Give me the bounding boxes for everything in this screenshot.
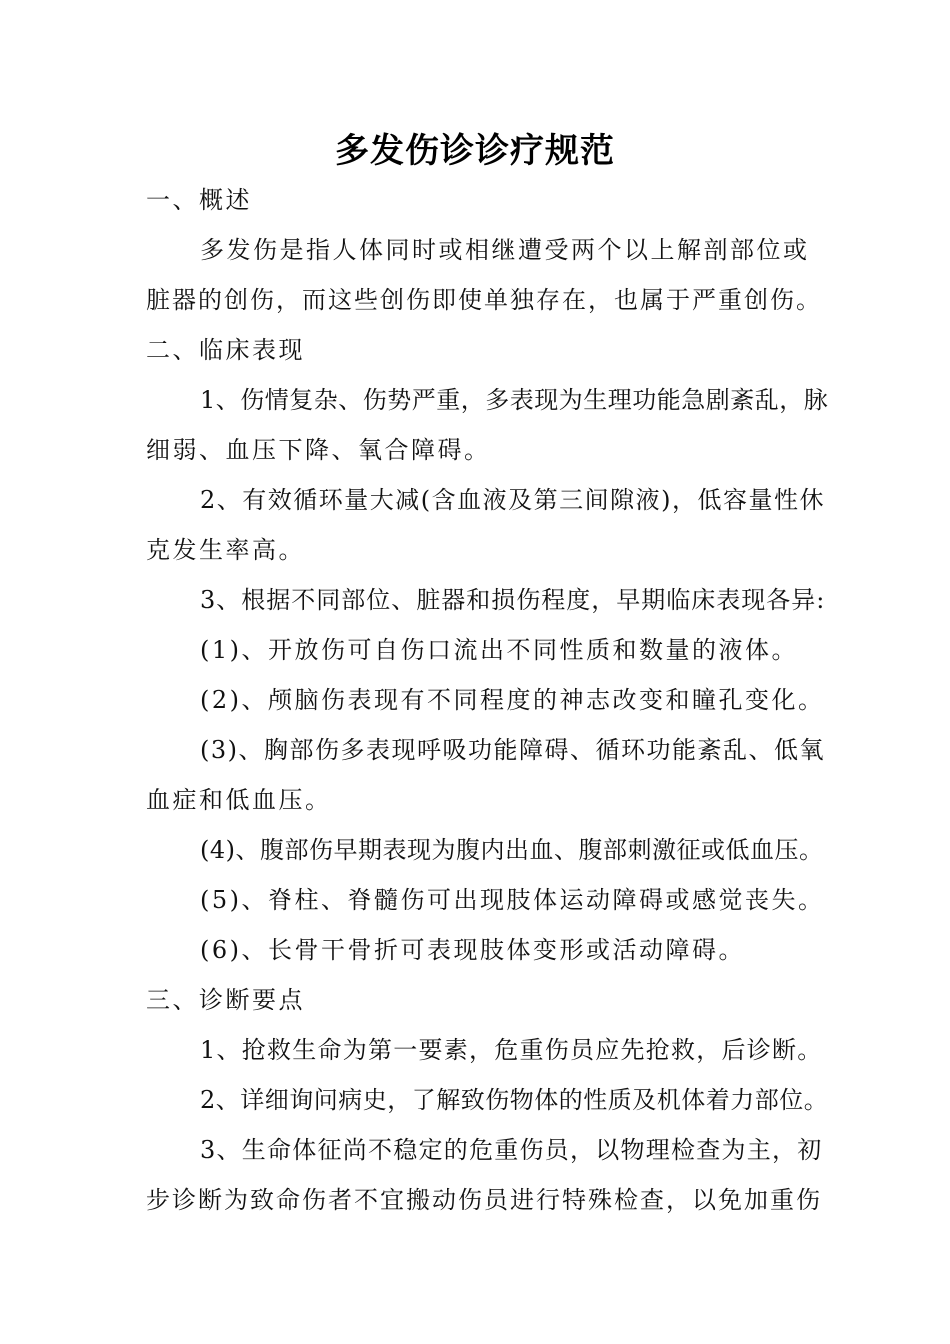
list-item: (1)、开放伤可自伤口流出不同性质和数量的液体。 — [200, 636, 798, 664]
paragraph-line: 多发伤是指人体同时或相继遭受两个以上解剖部位或 — [200, 236, 810, 264]
list-item: (2)、颅脑伤表现有不同程度的神志改变和瞳孔变化。 — [200, 686, 825, 714]
list-item: (6)、长骨干骨折可表现肢体变形或活动障碍。 — [200, 936, 745, 964]
list-item: (5)、脊柱、脊髓伤可出现肢体运动障碍或感觉丧失。 — [200, 886, 825, 914]
section-heading-clinical: 二、临床表现 — [146, 336, 305, 364]
paragraph-line: 克发生率高。 — [146, 536, 305, 564]
list-item: (3)、胸部伤多表现呼吸功能障碍、循环功能紊乱、低氧 — [200, 736, 825, 764]
paragraph-line: 2、详细询问病史，了解致伤物体的性质及机体着力部位。 — [200, 1086, 829, 1114]
paragraph-line: 3、根据不同部位、脏器和损伤程度，早期临床表现各异: — [200, 586, 826, 614]
paragraph-line: 血症和低血压。 — [146, 786, 332, 814]
paragraph-line: 步诊断为致命伤者不宜搬动伤员进行特殊检查，以免加重伤 — [146, 1186, 822, 1214]
paragraph-line: 3、生命体征尚不稳定的危重伤员，以物理检查为主，初 — [200, 1136, 823, 1164]
section-heading-diagnosis: 三、诊断要点 — [146, 986, 305, 1014]
paragraph-line: 脏器的创伤，而这些创伤即使单独存在，也属于严重创伤。 — [146, 286, 822, 314]
paragraph-line: 细弱、血压下降、氧合障碍。 — [146, 436, 491, 464]
section-heading-overview: 一、概述 — [146, 186, 252, 214]
paragraph-line: 1、抢救生命为第一要素，危重伤员应先抢救，后诊断。 — [200, 1036, 823, 1064]
paragraph-line: 1、伤情复杂、伤势严重，多表现为生理功能急剧紊乱，脉 — [200, 386, 829, 414]
document-title: 多发伤诊诊疗规范 — [335, 131, 615, 171]
list-item: (4)、腹部伤早期表现为腹内出血、腹部刺激征或低血压。 — [200, 836, 824, 864]
paragraph-line: 2、有效循环量大减(含血液及第三间隙液)，低容量性休 — [200, 486, 825, 514]
